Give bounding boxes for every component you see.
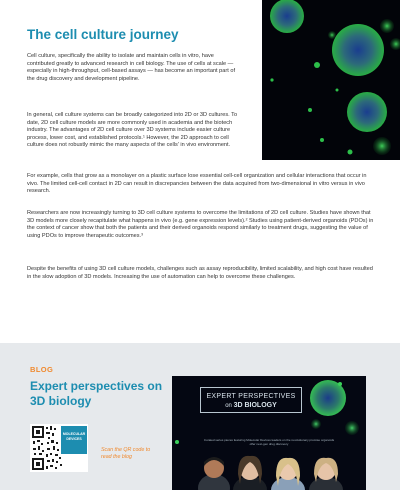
promo-title-line1: EXPERT PERSPECTIVES (206, 393, 296, 400)
article-title: The cell culture journey (27, 27, 179, 42)
qr-badge-text: MOLECULAR DEVICES (62, 432, 86, 441)
article-paragraph-1: Cell culture, specifically the ability to isolate and maintain cells in vitro, have contributed greatly to advanced research in cell biology. The use of cells at scale — especially in high-throughput, cell-based assays — has become an important part of the drug discovery and development pipeline. (27, 53, 236, 82)
promo-title-bold: 3D BIOLOGY (233, 402, 277, 409)
article-paragraph-2: In general, cell culture systems can be broadly categorized into 2D or 3D cultures. To date, 2D cell culture models are more commonly used in academia and the biotech industry. The advantages of 2D cell culture over 3D systems include easier culture process, lower cost, and established protocols.¹ However, the 2D approach to cell culture does not robustly mimic the many aspects of the cells' in vivo environment. (27, 112, 238, 149)
qr-caption: Scan the QR code to read the blog (101, 447, 151, 460)
cell-microscopy-image (262, 0, 400, 160)
expert-portraits (198, 456, 343, 490)
promo-title-prefix: on (225, 403, 232, 409)
blog-label: BLOG (30, 365, 54, 374)
blog-title[interactable]: Expert perspectives on 3D biology (30, 379, 163, 408)
promo-description: Curated series pieces featuring Molecular Devices leaders on the revolutionary promise organoids offer next-gen drug discovery (203, 438, 335, 446)
qr-code[interactable] (30, 424, 88, 472)
promo-title-box (200, 387, 302, 413)
article-paragraph-3: For example, cells that grow as a monolayer on a plastic surface lose essential cell-cell organization and cellular interactions that occur in vivo. The limited cell-cell contact in 2D can result in discrepancies between the data acquired from two-dimensional in vitro versus in vivo research. (27, 173, 367, 195)
promo-title-line2 (201, 402, 301, 409)
article-paragraph-4: Researchers are now increasingly turning to 3D cell culture systems to overcome the limitations of 2D cell culture. Studies have shown that 3D models more closely recapitulate what happens in vivo (e.g. gene expression levels).² Studies using patient-derived organoids (PDOs) in the context of cancer show that both the patients and their derived organoids respond similarly to treatment drugs, suggesting the value of using PDOs to improve therapeutic outcomes.³ (27, 210, 374, 239)
article-paragraph-5: Despite the benefits of using 3D cell culture models, challenges such as assay reproducibility, limited scalability, and high cost have resulted in the slow adoption of 3D models. Increasing the use of automation can help to overcome these challenges. (27, 266, 373, 280)
blog-promo-image[interactable] (172, 376, 366, 490)
blog-section (0, 343, 400, 490)
